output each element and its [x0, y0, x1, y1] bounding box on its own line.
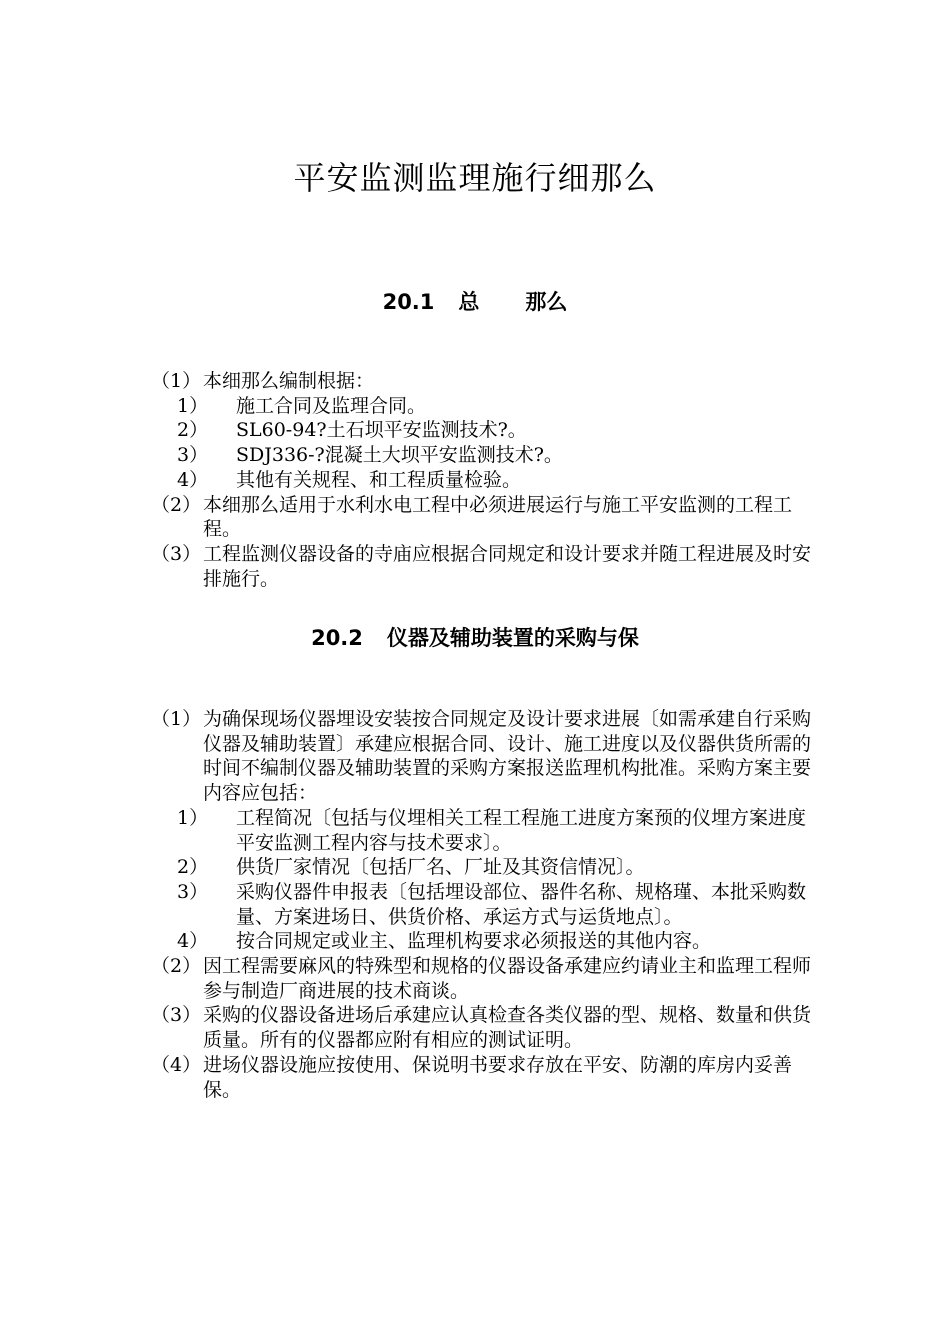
item-marker: （2） — [151, 955, 202, 978]
section-body-20-1 — [151, 369, 811, 591]
list-item — [151, 1053, 811, 1102]
item-text: 采购的仪器设备进场后承建应认真检查各类仪器的型、规格、数量和供货质量。所有的仪器都应附有相应的测试证明。 — [203, 1004, 812, 1052]
item-text: 本细那么编制根据： — [203, 370, 375, 392]
item-text: 为确保现场仪器埋设安装按合同规定及设计要求进展〔如需承建自行采购仪器及辅助装置〕承建应根据合同、设计、施工进度以及仪器供货所需的时间不编制仪器及辅助装置的采购方案报送监理机构批准。采购方案主要内容应包括： — [203, 708, 812, 805]
sub-item-marker: 1） — [177, 806, 209, 829]
item-marker: （2） — [151, 493, 202, 516]
item-marker: （4） — [151, 1053, 202, 1076]
item-text: 本细那么适用于水利水电工程中必须进展运行与施工平安监测的工程工程。 — [203, 493, 793, 541]
item-marker: （3） — [151, 1004, 202, 1027]
sub-item-marker: 1） — [177, 394, 209, 417]
list-item — [151, 707, 811, 806]
sub-list-item — [151, 468, 811, 493]
section-heading-20-2 — [0, 618, 950, 658]
item-text: 因工程需要麻风的特殊型和规格的仪器设备承建应约请业主和监理工程师参与制造厂商进展的技术商谈。 — [203, 955, 812, 1002]
section-number: 20.2 — [311, 626, 363, 650]
list-item — [151, 542, 811, 591]
document-title: 平安监测监理施行细那么 — [293, 159, 657, 197]
sub-item-marker: 2） — [177, 856, 209, 879]
list-item — [151, 493, 811, 542]
sub-item-text: 采购仪器件申报表〔包括埋设部位、器件名称、规格瑾、本批采购数量、方案进场日、供货价格、承运方式与运货地点〕。 — [236, 880, 807, 928]
sub-list-item — [151, 443, 811, 468]
item-marker: （3） — [151, 542, 202, 565]
section-number: 20.1 — [382, 290, 435, 314]
sub-list-item — [151, 929, 811, 954]
item-text: 进场仪器设施应按使用、保说明书要求存放在平安、防潮的库房内妥善保。 — [203, 1053, 793, 1101]
item-text: 工程监测仪器设备的寺庙应根据合同规定和设计要求并随工程进展及时安排施行。 — [203, 542, 812, 590]
list-item — [151, 369, 811, 394]
section-heading-text: 仪器及辅助装置的采购与保 — [386, 626, 639, 650]
sub-list-item — [151, 418, 811, 443]
sub-list-item — [151, 880, 811, 929]
sub-item-marker: 3） — [177, 880, 209, 903]
sub-item-marker: 2） — [177, 419, 209, 442]
sub-list-item — [151, 394, 811, 419]
sub-item-text: 施工合同及监理合同。 — [236, 394, 427, 417]
sub-item-text: 按合同规定或业主、监理机构要求必须报送的其他内容。 — [236, 930, 712, 953]
section-heading-20-1 — [0, 282, 950, 322]
item-marker: （1） — [151, 370, 202, 392]
sub-item-text: 供货厂家情况〔包括厂名、厂址及其资信情况〕。 — [236, 856, 645, 879]
sub-item-text: SL60-94?土石坝平安监测技术?。 — [236, 419, 527, 442]
sub-item-text: 其他有关规程、和工程质量检验。 — [236, 468, 522, 491]
list-item — [151, 1003, 811, 1052]
section-heading-part-a: 总 — [458, 290, 480, 314]
sub-item-text: 工程简况〔包括与仪埋相关工程工程施工进度方案预的仪埋方案进度平安监测工程内容与技术要求〕。 — [236, 806, 807, 854]
sub-item-marker: 4） — [177, 468, 209, 491]
sub-list-item — [151, 806, 811, 855]
list-item — [151, 954, 811, 1003]
sub-item-text: SDJ336-?混凝土大坝平安监测技术?。 — [236, 444, 563, 467]
sub-list-item — [151, 855, 811, 880]
section-body-20-2 — [151, 707, 811, 1102]
sub-item-marker: 4） — [177, 930, 209, 953]
sub-item-marker: 3） — [177, 444, 209, 467]
section-heading-part-b: 那么 — [525, 290, 568, 314]
item-marker: （1） — [151, 708, 202, 730]
